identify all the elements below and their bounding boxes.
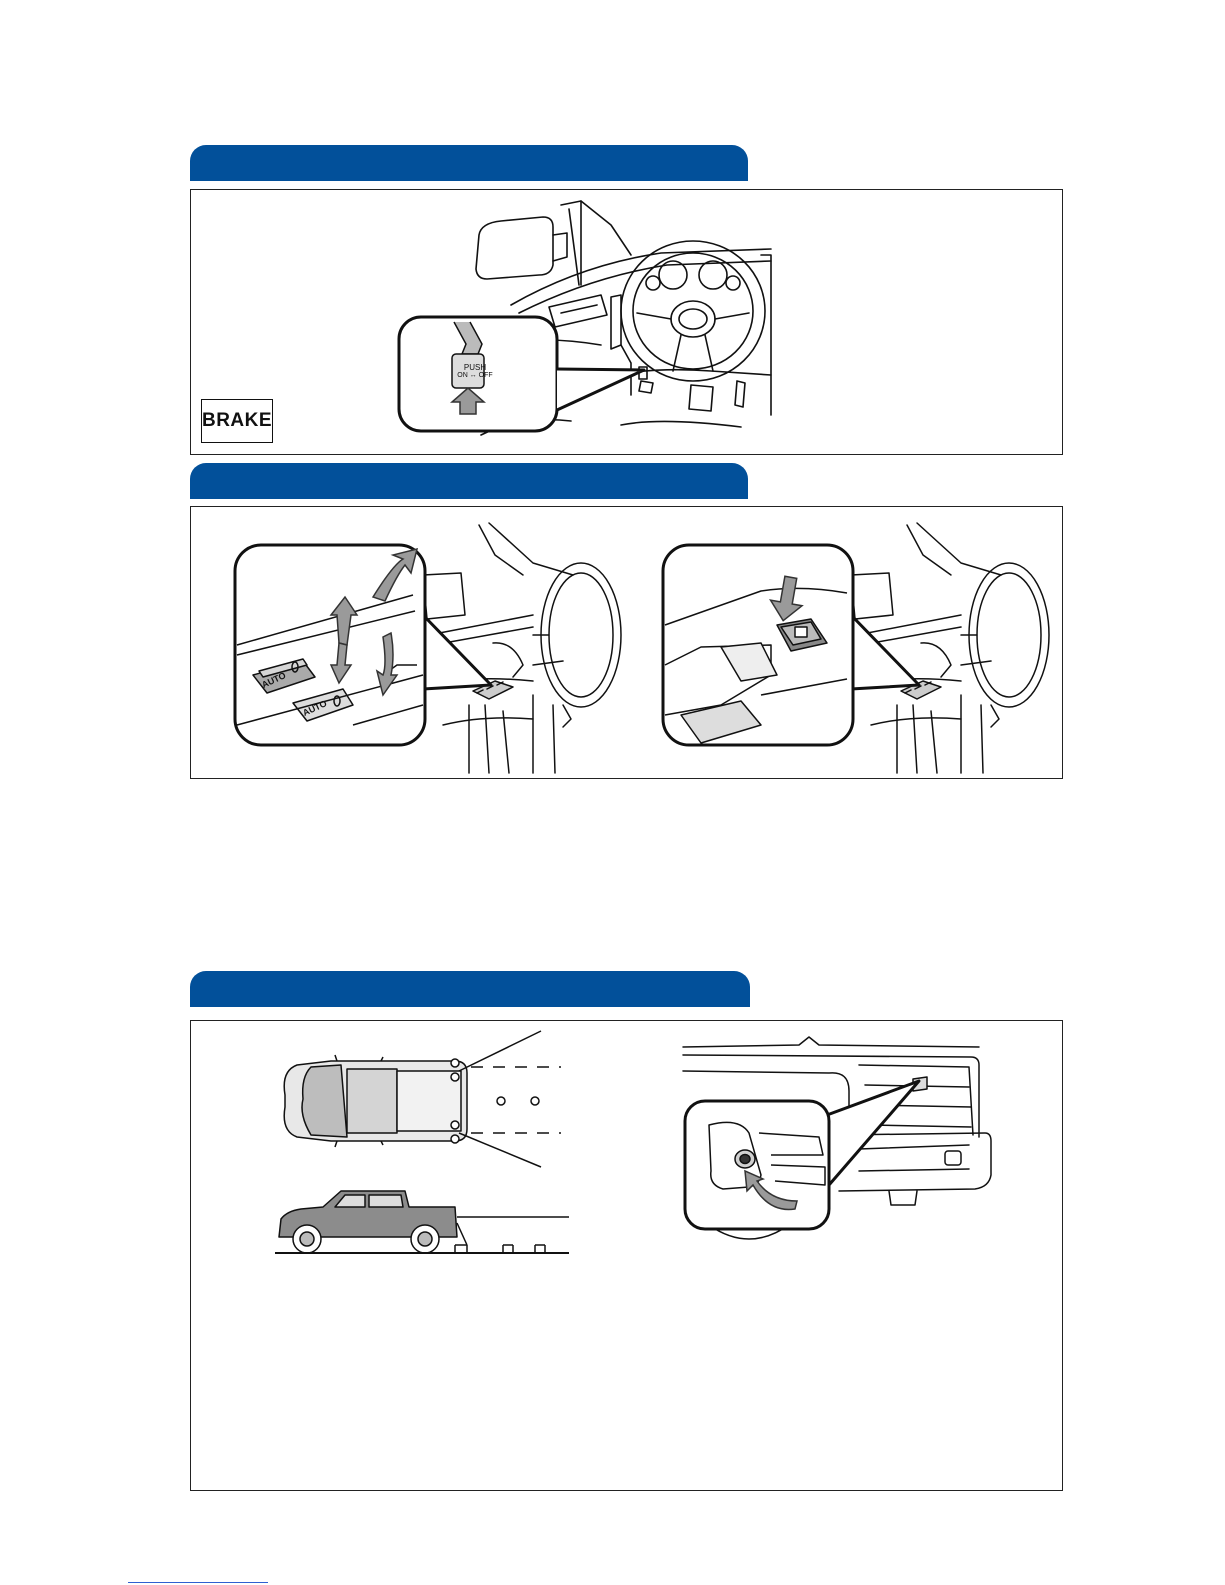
section-header-camera	[190, 971, 750, 1007]
release-lever-label-push: PUSH	[463, 363, 487, 372]
camera-illustration-panel	[190, 1020, 1063, 1491]
section-header-windows	[190, 463, 748, 499]
window-lock-illustration	[661, 515, 1041, 777]
sensor-range-side-view	[271, 1185, 571, 1265]
release-lever-label-onoff: ON ↔ OFF	[457, 372, 493, 379]
rear-window-switch-auto-label: AUTO	[301, 698, 329, 718]
sensor-range-top-view	[271, 1025, 571, 1175]
front-window-switch-auto-label: AUTO	[260, 670, 288, 690]
window-illustration-panel	[190, 506, 1063, 779]
window-switch-illustration	[233, 515, 613, 777]
brake-badge-label: BRAKE	[201, 410, 273, 431]
parking-brake-release-callout	[396, 314, 656, 434]
rear-camera-illustration	[679, 1025, 1009, 1265]
section-header-brake	[190, 145, 748, 181]
brake-illustration-panel	[190, 189, 1063, 455]
brake-warning-badge	[201, 399, 273, 443]
footer-link-underline[interactable]	[128, 1582, 268, 1583]
